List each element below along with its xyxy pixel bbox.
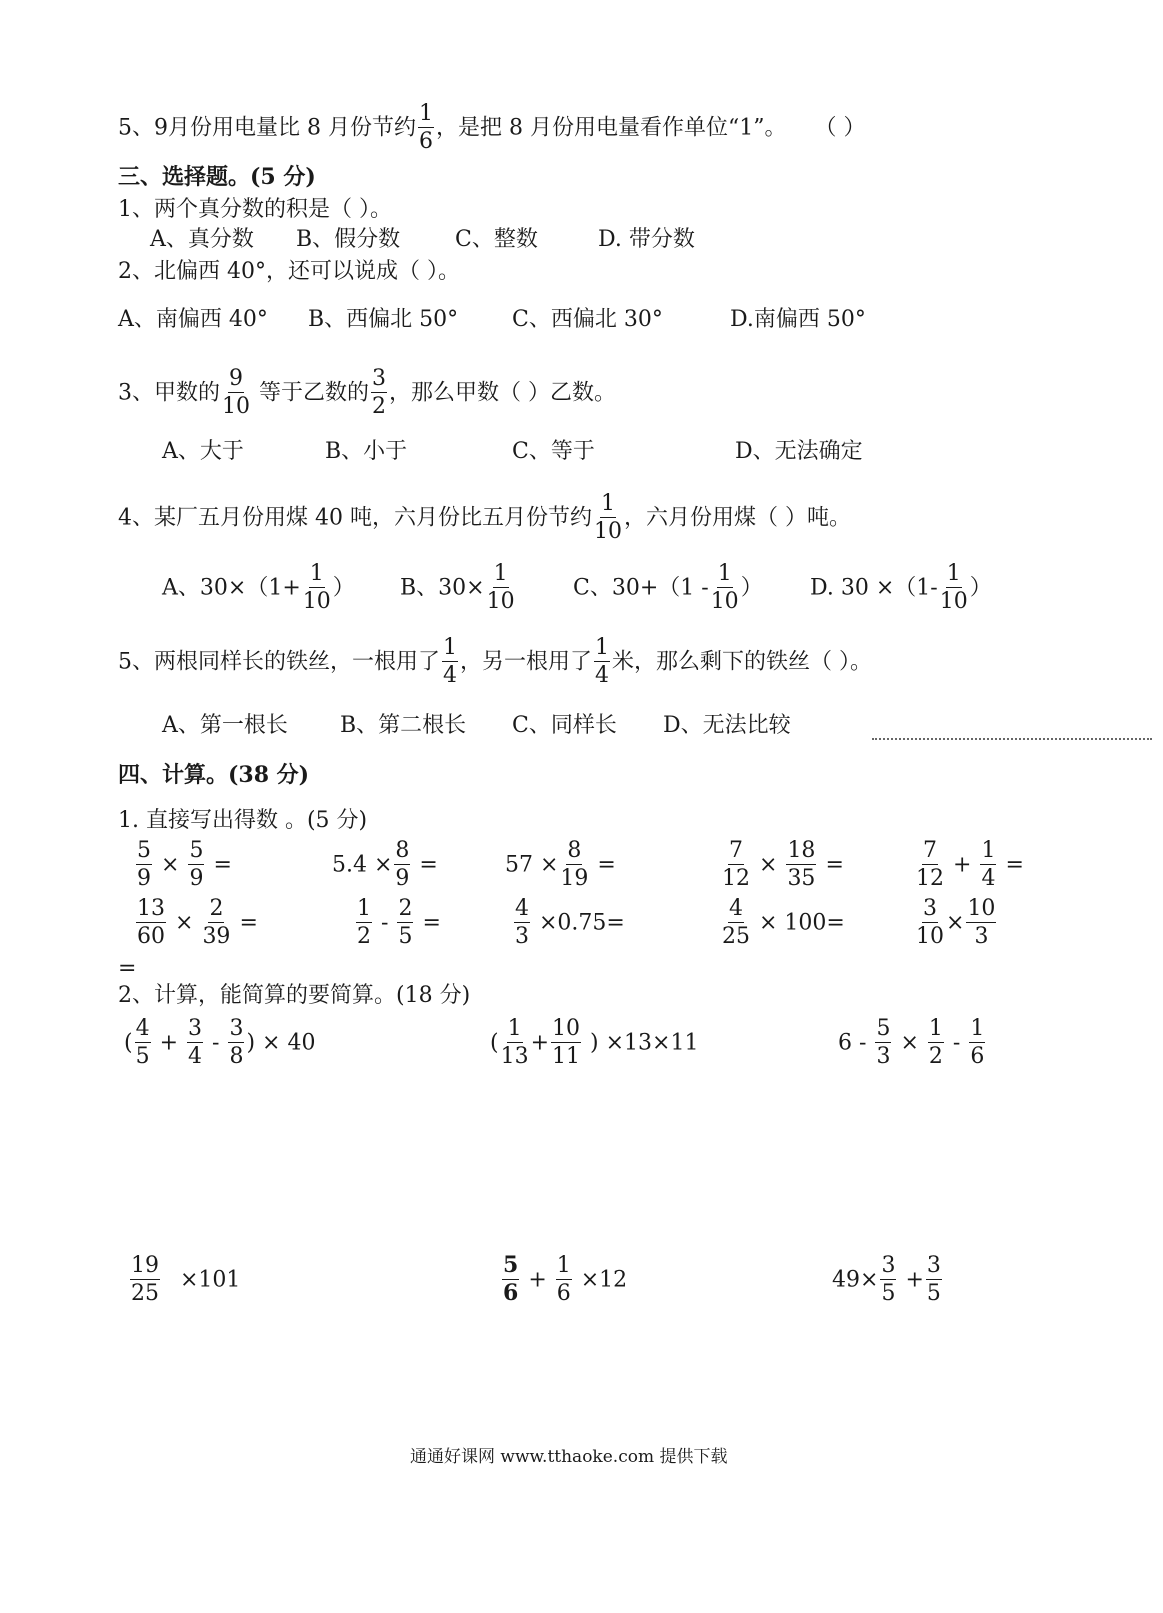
choice-q5-option-c[interactable]: C、同样长: [512, 713, 617, 738]
fraction: $\frac{3}{8}$: [229, 1016, 244, 1070]
choice-q3-option-b[interactable]: B、小于: [325, 439, 408, 464]
judge-question-5: 5、9月份用电量比 8 月份节约 $\frac{1}{6}$ ，是把 8 月份用电量看作单位“1”。 （ ）: [118, 101, 866, 155]
fraction: $\frac{10}{3}$: [967, 896, 996, 950]
choice-q4-option-a[interactable]: A、30×（1+ $\frac{1}{10}$ ）: [162, 561, 355, 615]
fraction: $\frac{3}{5}$: [926, 1253, 941, 1307]
fraction: $\frac{3}{2}$: [372, 366, 386, 420]
choice-q1-option-a[interactable]: A、真分数: [150, 227, 254, 252]
fraction: $\frac{3}{5}$: [881, 1253, 896, 1307]
choice-q5-option-b[interactable]: B、第二根长: [340, 713, 467, 738]
answer-blank[interactable]: （ ）: [814, 115, 866, 141]
choice-q5-option-d[interactable]: D、无法比较: [663, 713, 791, 738]
calc-part-2-title: 2、计算，能简算的要简算。(18 分): [118, 983, 471, 1008]
calc-expression-5: $\frac{5}{6}$ + $\frac{1}{6}$ ×12: [503, 1252, 628, 1307]
dotted-divider: [872, 738, 1152, 740]
fraction: $\frac{1}{13}$: [500, 1016, 529, 1070]
section-title-choice: 三、选择题。(5 分): [118, 164, 316, 190]
fraction: $\frac{1}{4}$: [595, 635, 610, 689]
fraction: $\frac{1}{4}$: [443, 635, 457, 689]
fraction: $\frac{7}{12}$: [722, 838, 750, 892]
fraction: $\frac{18}{35}$: [787, 838, 816, 892]
mental-calc-item: $\frac{13}{60}$ × $\frac{2}{39}$ =: [137, 896, 258, 950]
choice-q4-option-c[interactable]: C、30+（1 - $\frac{1}{10}$ ）: [573, 561, 763, 615]
fraction: $\frac{1}{4}$: [981, 838, 996, 892]
choice-q3-option-d[interactable]: D、无法确定: [735, 439, 863, 464]
mental-calc-item: $\frac{3}{10}$ × $\frac{10}{3}$: [916, 896, 996, 950]
fraction: $\frac{4}{25}$: [722, 896, 750, 950]
fraction: $\frac{1}{10}$: [302, 561, 331, 615]
choice-q2-option-a[interactable]: A、南偏西 40°: [118, 307, 268, 332]
fraction: $\frac{7}{12}$: [916, 838, 944, 892]
section-title-calc: 四、计算。(38 分): [118, 762, 310, 788]
choice-q2-option-c[interactable]: C、西偏北 30°: [512, 307, 663, 332]
wrapped-equals-sign: =: [118, 956, 137, 981]
fraction: $\frac{1}{6}$: [970, 1016, 985, 1070]
choice-q1-option-d[interactable]: D. 带分数: [598, 227, 695, 252]
choice-q2-option-d[interactable]: D.南偏西 50°: [730, 307, 866, 332]
fraction: $\frac{9}{10}$: [222, 366, 250, 420]
fraction: $\frac{4}{3}$: [515, 896, 529, 950]
mental-calc-item: $\frac{7}{12}$ + $\frac{1}{4}$ =: [916, 838, 1024, 892]
fraction: $\frac{1}{10}$: [939, 561, 968, 615]
fraction: $\frac{1}{6}$: [418, 101, 433, 155]
choice-question-2: 2、北偏西 40°，还可以说成（ ）。: [118, 259, 460, 284]
fraction: $\frac{1}{10}$: [710, 561, 739, 615]
choice-q4-option-b[interactable]: B、30× $\frac{1}{10}$: [400, 561, 515, 615]
fraction: $\frac{8}{9}$: [395, 838, 410, 892]
fraction: $\frac{3}{10}$: [916, 896, 944, 950]
calc-expression-6: 49× $\frac{3}{5}$ + $\frac{3}{5}$: [832, 1253, 941, 1307]
fraction: $\frac{3}{4}$: [188, 1016, 203, 1070]
fraction: $\frac{1}{2}$: [928, 1016, 943, 1070]
fraction: $\frac{5}{3}$: [876, 1016, 891, 1070]
fraction: $\frac{4}{5}$: [135, 1016, 150, 1070]
calc-expression-3: 6 - $\frac{5}{3}$ × $\frac{1}{2}$ - $\frac{1}{6}$: [838, 1016, 985, 1070]
fraction: $\frac{5}{9}$: [137, 838, 151, 892]
choice-question-4: 4、某厂五月份用煤 40 吨，六月份比五月份节约 $\frac{1}{10}$ ，六月份用煤（ ）吨。: [118, 491, 851, 545]
fraction: $\frac{2}{39}$: [202, 896, 231, 950]
fraction: $\frac{10}{11}$: [552, 1016, 581, 1070]
mental-calc-item: 57 × $\frac{8}{19}$ =: [505, 838, 616, 892]
fraction: $\frac{5}{6}$: [503, 1252, 519, 1307]
fraction: $\frac{5}{9}$: [189, 838, 204, 892]
page-footer: 通通好课网 www.tthaoke.com 提供下载: [410, 1447, 728, 1467]
calc-part-1-title: 1. 直接写出得数 。(5 分): [118, 808, 368, 833]
choice-q2-option-b[interactable]: B、西偏北 50°: [308, 307, 459, 332]
calc-expression-1: ( $\frac{4}{5}$ + $\frac{3}{4}$ - $\frac{3}{8}$ ) × 40: [124, 1016, 316, 1070]
choice-q4-option-d[interactable]: D. 30 ×（1- $\frac{1}{10}$ ）: [810, 561, 992, 615]
choice-question-1: 1、两个真分数的积是（ ）。: [118, 197, 392, 222]
calc-expression-2: ( $\frac{1}{13}$ + $\frac{10}{11}$ ) ×13×11: [490, 1016, 699, 1070]
choice-q5-option-a[interactable]: A、第一根长: [162, 713, 288, 738]
mental-calc-item: $\frac{4}{25}$ × 100=: [722, 896, 845, 950]
mental-calc-item: 5.4 × $\frac{8}{9}$ =: [332, 838, 438, 892]
choice-question-3: 3、甲数的 $\frac{9}{10}$ 等于乙数的 $\frac{3}{2}$ ，那么甲数（ ）乙数。: [118, 366, 616, 420]
fraction: $\frac{8}{19}$: [560, 838, 589, 892]
fraction: $\frac{1}{6}$: [556, 1253, 571, 1307]
fraction: $\frac{1}{10}$: [486, 561, 515, 615]
fraction: $\frac{19}{25}$: [131, 1253, 159, 1307]
mental-calc-item: $\frac{7}{12}$ × $\frac{18}{35}$ =: [722, 838, 844, 892]
calc-expression-4: $\frac{19}{25}$ ×101: [131, 1253, 241, 1307]
fraction: $\frac{2}{5}$: [398, 896, 413, 950]
choice-q3-option-c[interactable]: C、等于: [512, 439, 595, 464]
choice-q1-option-b[interactable]: B、假分数: [296, 227, 401, 252]
mental-calc-item: $\frac{5}{9}$ × $\frac{5}{9}$ =: [137, 838, 232, 892]
fraction: $\frac{1}{2}$: [357, 896, 371, 950]
mental-calc-item: $\frac{1}{2}$ - $\frac{2}{5}$ =: [357, 896, 441, 950]
choice-q1-option-c[interactable]: C、整数: [455, 227, 538, 252]
fraction: $\frac{1}{10}$: [593, 491, 622, 545]
fraction: $\frac{13}{60}$: [137, 896, 165, 950]
choice-q3-option-a[interactable]: A、大于: [162, 439, 244, 464]
mental-calc-item: $\frac{4}{3}$ ×0.75=: [515, 896, 625, 950]
choice-question-5: 5、两根同样长的铁丝，一根用了 $\frac{1}{4}$ ，另一根用了 $\frac{1}{4}$ 米，那么剩下的铁丝（ ）。: [118, 635, 873, 689]
